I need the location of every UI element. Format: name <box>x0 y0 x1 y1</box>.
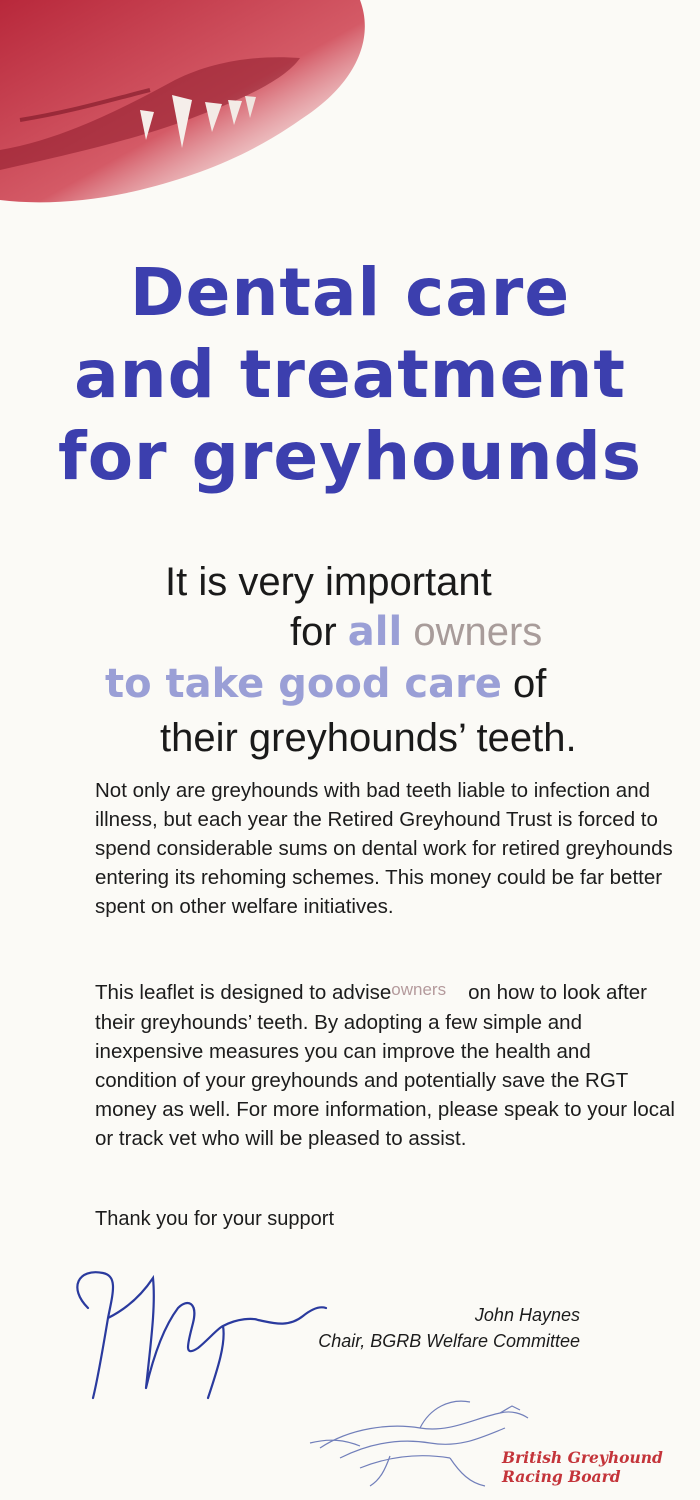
tagline-line-4: their greyhounds’ teeth. <box>160 716 577 760</box>
running-greyhound-logo <box>300 1388 530 1488</box>
thank-you-line: Thank you for your support <box>95 1208 335 1230</box>
advice-text-rest: on how to look after their greyhounds’ teeth. By adopting a few simple and inexpensive measures you can improve the health and condition of your greyhounds and potentially save the RGT money as well. For more information, please speak to your local or track vet who will be pleased to assist. <box>95 981 675 1150</box>
greyhound-teeth-photo <box>0 0 390 220</box>
tagline-all: all <box>347 609 403 655</box>
bgrb-brand <box>502 1448 663 1486</box>
title-line: for greyhounds <box>58 418 642 495</box>
tagline-line-2 <box>290 608 542 656</box>
advice-paragraph <box>95 978 675 1153</box>
title-line: Dental care <box>129 254 571 331</box>
tagline-take-good-care: to take good care <box>105 661 502 707</box>
advice-text-start: This leaflet is designed to advise <box>95 981 392 1004</box>
intro-paragraph: Not only are greyhounds with bad teeth liable to infection and illness, but each year the Retired Greyhound Trust is forced to spend considerable sums on dental work for retired greyhounds entering its rehoming schemes. This money could be far better spent on other welfare initiatives. <box>95 779 673 918</box>
signer-block <box>318 1302 580 1354</box>
tagline-of: of <box>501 662 547 706</box>
brand-line-2: Racing Board <box>502 1467 621 1486</box>
tagline-owners: owners <box>402 610 543 654</box>
signer-role: Chair, BGRB Welfare Committee <box>318 1331 580 1351</box>
tagline-line-1: It is very important <box>165 560 492 604</box>
tagline-for: for <box>290 610 348 654</box>
inserted-owners-word: owners <box>391 980 447 999</box>
signer-name: John Haynes <box>474 1305 580 1325</box>
page-title <box>0 252 700 498</box>
title-line: and treatment <box>74 336 626 413</box>
tagline-line-3 <box>105 660 546 708</box>
handwritten-signature <box>58 1248 328 1408</box>
brand-line-1: British Greyhound <box>502 1448 663 1467</box>
